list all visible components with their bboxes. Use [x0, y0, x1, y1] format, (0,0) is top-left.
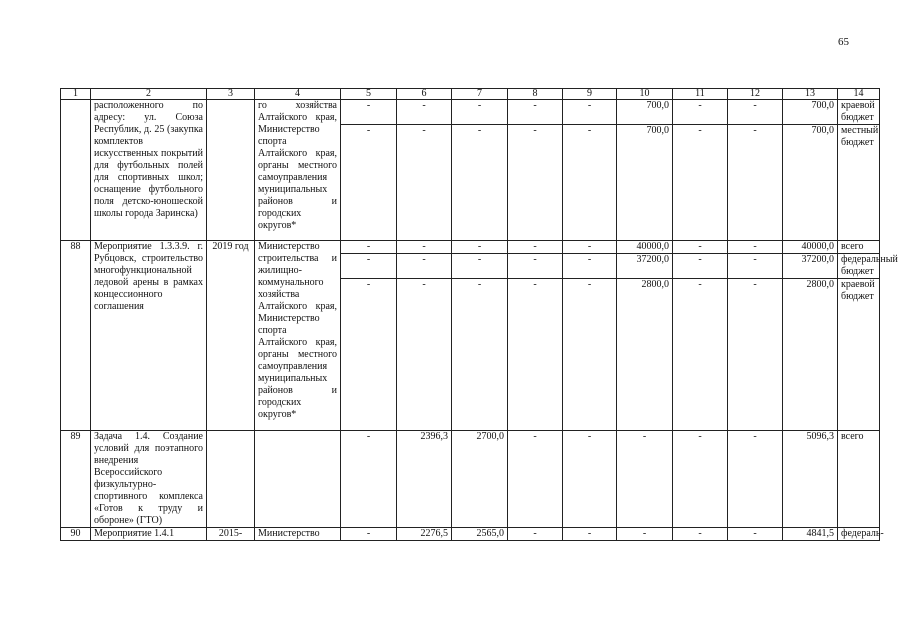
value-cell: - — [508, 254, 563, 279]
value-cell: - — [508, 528, 563, 541]
col-header: 11 — [673, 89, 728, 100]
executor-cell: го хозяйства Алтайского края, Министерство спорта Алтайского края, органы местного самоуправления муниципальных районов и городских округов* — [255, 100, 341, 241]
value-cell: - — [673, 431, 728, 528]
value-cell: - — [728, 431, 783, 528]
value-cell: - — [341, 279, 397, 431]
value-cell: - — [563, 125, 617, 241]
total-cell: 700,0 — [783, 125, 838, 241]
measure-name-cell: Мероприятие 1.4.1 — [91, 528, 207, 541]
funding-source-cell: всего — [838, 241, 880, 254]
year-cell — [207, 431, 255, 528]
measure-name-cell: Мероприятие 1.3.3.9. г. Рубцовск, строительство многофункциональной ледовой арены в рамках концессионного соглашения — [91, 241, 207, 431]
row-number-cell: 88 — [61, 241, 91, 431]
row-number-cell: 89 — [61, 431, 91, 528]
value-cell: - — [617, 431, 673, 528]
value-cell: - — [728, 241, 783, 254]
value-cell: - — [397, 254, 452, 279]
value-cell: - — [673, 254, 728, 279]
value-cell: - — [452, 241, 508, 254]
funding-source-cell: местный бюджет — [838, 125, 880, 241]
value-cell: - — [452, 279, 508, 431]
col-header: 14 — [838, 89, 880, 100]
value-cell: - — [508, 100, 563, 125]
table-row — [61, 241, 880, 254]
measure-name-cell: расположенного по адресу: ул. Союза Республик, д. 25 (закупка комплектов искусственных покрытий для футбольных полей для спортивных школ; оснащение футбольного поля детско-юношеской школы города Заринска) — [91, 100, 207, 241]
value-cell: - — [563, 241, 617, 254]
task-name-cell: Задача 1.4. Создание условий для поэтапного внедрения Всероссийского физкультурно-спортивного комплекса «Готов к труду и обороне» (ГТО) — [91, 431, 207, 528]
value-cell: - — [673, 279, 728, 431]
value-cell: 700,0 — [617, 100, 673, 125]
col-header: 6 — [397, 89, 452, 100]
total-cell: 40000,0 — [783, 241, 838, 254]
col-header: 12 — [728, 89, 783, 100]
total-cell: 4841,5 — [783, 528, 838, 541]
executor-cell — [255, 431, 341, 528]
funding-source-cell: всего — [838, 431, 880, 528]
year-cell — [207, 100, 255, 241]
value-cell: 2700,0 — [452, 431, 508, 528]
total-cell: 5096,3 — [783, 431, 838, 528]
col-header: 3 — [207, 89, 255, 100]
col-header: 1 — [61, 89, 91, 100]
value-cell: - — [508, 125, 563, 241]
value-cell: 700,0 — [617, 125, 673, 241]
row-number-cell: 90 — [61, 528, 91, 541]
col-header: 10 — [617, 89, 673, 100]
col-header: 7 — [452, 89, 508, 100]
table-row — [61, 431, 880, 528]
col-header: 4 — [255, 89, 341, 100]
total-cell: 37200,0 — [783, 254, 838, 279]
executor-cell: Министерство — [255, 528, 341, 541]
table-row — [61, 100, 880, 125]
value-cell: - — [397, 100, 452, 125]
value-cell: 37200,0 — [617, 254, 673, 279]
value-cell: - — [341, 528, 397, 541]
value-cell: - — [452, 100, 508, 125]
col-header: 2 — [91, 89, 207, 100]
value-cell: - — [673, 100, 728, 125]
col-header: 9 — [563, 89, 617, 100]
funding-source-cell: краевой бюджет — [838, 279, 880, 431]
total-cell: 2800,0 — [783, 279, 838, 431]
funding-source-cell: федераль- — [838, 528, 880, 541]
executor-cell: Министерство строительства и жилищно-коммунального хозяйства Алтайского края, Министерство спорта Алтайского края, органы местного самоуправления муниципальных районов и городских округов* — [255, 241, 341, 431]
value-cell: - — [341, 254, 397, 279]
value-cell: - — [728, 254, 783, 279]
value-cell: - — [341, 241, 397, 254]
value-cell: - — [728, 279, 783, 431]
value-cell: - — [341, 125, 397, 241]
table-row — [61, 528, 880, 541]
year-cell: 2015- — [207, 528, 255, 541]
page-number: 65 — [838, 36, 849, 48]
value-cell: - — [563, 528, 617, 541]
col-header: 8 — [508, 89, 563, 100]
total-cell: 700,0 — [783, 100, 838, 125]
value-cell: - — [563, 254, 617, 279]
value-cell: - — [728, 125, 783, 241]
value-cell: - — [563, 431, 617, 528]
budget-table — [60, 88, 898, 541]
value-cell: - — [673, 125, 728, 241]
row-number-cell — [61, 100, 91, 241]
value-cell: 40000,0 — [617, 241, 673, 254]
value-cell: - — [508, 279, 563, 431]
value-cell: - — [673, 528, 728, 541]
value-cell: 2565,0 — [452, 528, 508, 541]
col-header: 5 — [341, 89, 397, 100]
value-cell: - — [728, 100, 783, 125]
value-cell: - — [563, 279, 617, 431]
funding-source-cell: федеральный бюджет — [838, 254, 880, 279]
value-cell: - — [452, 125, 508, 241]
value-cell: 2396,3 — [397, 431, 452, 528]
value-cell: - — [617, 528, 673, 541]
funding-source-cell: краевой бюджет — [838, 100, 880, 125]
value-cell: - — [341, 100, 397, 125]
value-cell: - — [341, 431, 397, 528]
col-header: 13 — [783, 89, 838, 100]
value-cell: 2800,0 — [617, 279, 673, 431]
year-cell: 2019 год — [207, 241, 255, 431]
value-cell: - — [728, 528, 783, 541]
value-cell: - — [673, 241, 728, 254]
value-cell: - — [397, 125, 452, 241]
column-number-header — [61, 89, 880, 100]
value-cell: - — [508, 241, 563, 254]
value-cell: 2276,5 — [397, 528, 452, 541]
value-cell: - — [397, 279, 452, 431]
value-cell: - — [508, 431, 563, 528]
value-cell: - — [452, 254, 508, 279]
value-cell: - — [563, 100, 617, 125]
value-cell: - — [397, 241, 452, 254]
